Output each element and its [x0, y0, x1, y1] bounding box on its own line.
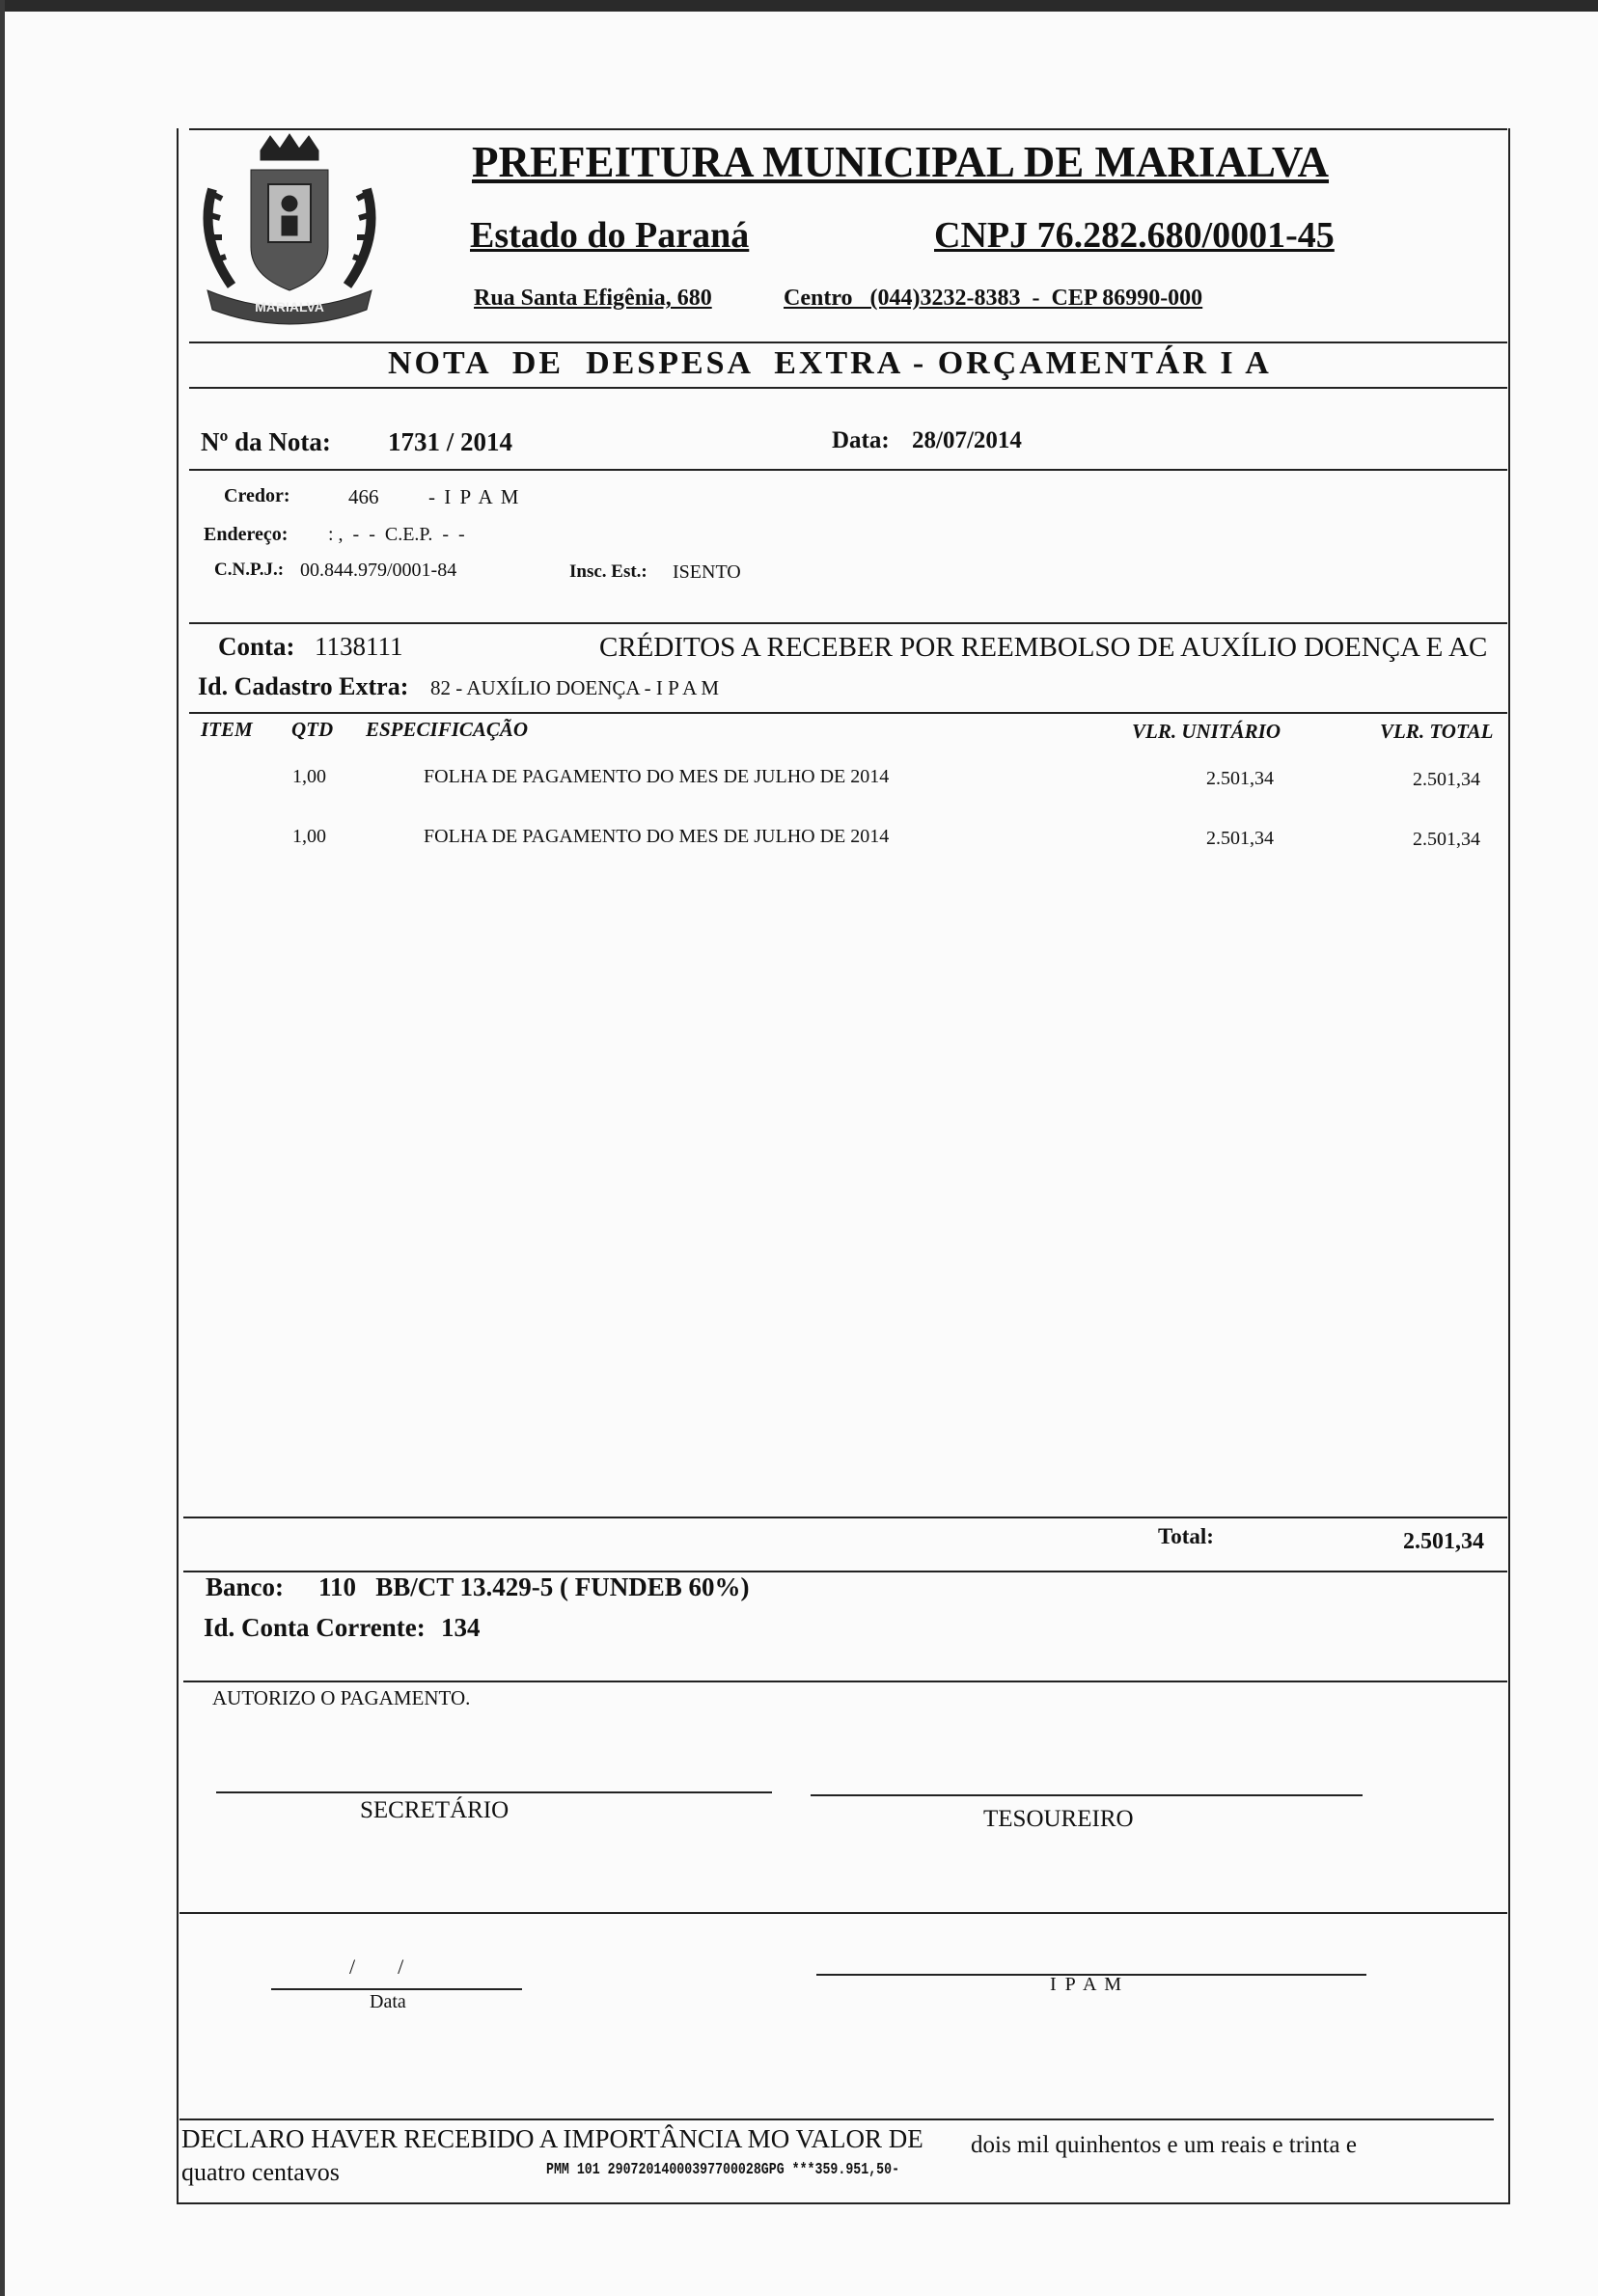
credor-code: 466: [348, 485, 379, 508]
divider: [189, 469, 1507, 471]
cadastro-value: 82 - AUXÍLIO DOENÇA - I P A M: [430, 676, 720, 699]
endereco-value: : , - - C.E.P. - -: [328, 524, 465, 545]
row-2-total: 2.501,34: [1413, 829, 1480, 850]
cnpj-value: 00.844.979/0001-84: [300, 560, 457, 581]
col-header-qtd: QTD: [291, 718, 334, 741]
divider: [183, 1681, 1507, 1682]
secretario-label: SECRETÁRIO: [360, 1797, 510, 1823]
nota-label: Nº da Nota:: [201, 427, 331, 456]
date-slashes: / /: [349, 1954, 404, 1979]
banco-label: Banco:: [206, 1572, 284, 1601]
amount-in-words: dois mil quinhentos e um reais e trinta e: [971, 2132, 1357, 2158]
address: Rua Santa Efigênia, 680: [474, 286, 712, 311]
divider: [179, 2118, 1494, 2120]
bank-authentication-stamp: PMM 101 29072014000397700028GPG ***359.951,50-: [546, 2161, 900, 2179]
row-1-spec: FOLHA DE PAGAMENTO DO MES DE JULHO DE 2014: [424, 766, 890, 787]
conta-corrente-value: 134: [441, 1613, 481, 1642]
row-1-total: 2.501,34: [1413, 769, 1480, 790]
col-header-total: VLR. TOTAL: [1380, 720, 1494, 743]
conta-description: CRÉDITOS A RECEBER POR REEMBOLSO DE AUXÍLIO DOENÇA E AC: [599, 632, 1488, 663]
tesoureiro-label: TESOUREIRO: [983, 1806, 1134, 1832]
cadastro-label: Id. Cadastro Extra:: [198, 672, 409, 700]
ipam-label: I P A M: [1050, 1974, 1124, 1995]
conta-value: 1138111: [315, 632, 403, 661]
nota-number: 1731 / 2014: [388, 427, 513, 456]
state-name: Estado do Paraná: [470, 215, 750, 256]
total-value: 2.501,34: [1403, 1529, 1484, 1554]
divider: [183, 1517, 1507, 1518]
declaro-line-2: quatro centavos: [181, 2158, 340, 2186]
credor-name: - I P A M: [428, 485, 521, 508]
col-header-item: ITEM: [201, 718, 253, 741]
date-value: 28/07/2014: [912, 427, 1022, 453]
svg-text:MARIALVA: MARIALVA: [255, 299, 324, 314]
divider: [189, 712, 1507, 714]
district-phone: Centro (044)3232-8383 - CEP 86990-000: [784, 286, 1203, 311]
page-title: PREFEITURA MUNICIPAL DE MARIALVA: [472, 138, 1330, 186]
credor-label: Credor:: [224, 485, 290, 506]
signature-line-secretario: [216, 1791, 772, 1793]
insc-label: Insc. Est.:: [569, 561, 647, 582]
data-label: Data: [370, 1991, 406, 2012]
row-2-unit: 2.501,34: [1206, 828, 1274, 849]
scan-left-edge: [0, 0, 5, 2296]
date-line: [271, 1988, 522, 1990]
signature-line-tesoureiro: [811, 1794, 1363, 1796]
conta-corrente-label: Id. Conta Corrente:: [204, 1613, 426, 1642]
cnpj-header: CNPJ 76.282.680/0001-45: [934, 215, 1335, 256]
divider: [189, 387, 1507, 389]
autorizo-text: AUTORIZO O PAGAMENTO.: [212, 1686, 471, 1709]
col-header-unit: VLR. UNITÁRIO: [1132, 720, 1281, 743]
conta-label: Conta:: [218, 632, 295, 661]
insc-value: ISENTO: [673, 561, 741, 583]
row-2-spec: FOLHA DE PAGAMENTO DO MES DE JULHO DE 2014: [424, 826, 890, 847]
divider: [179, 1912, 1507, 1914]
total-label: Total:: [1158, 1524, 1214, 1548]
row-2-qtd: 1,00: [292, 826, 326, 847]
date-label: Data:: [832, 427, 890, 453]
row-1-unit: 2.501,34: [1206, 768, 1274, 789]
divider: [189, 342, 1507, 343]
document-title: NOTA DE DESPESA EXTRA - ORÇAMENTÁR I A: [388, 345, 1272, 381]
cnpj-label: C.N.P.J.:: [214, 560, 285, 580]
divider: [189, 622, 1507, 624]
row-1-qtd: 1,00: [292, 766, 326, 787]
scan-top-edge: [0, 0, 1598, 12]
banco-value: 110 BB/CT 13.429-5 ( FUNDEB 60%): [318, 1572, 750, 1601]
frame-top-border: [189, 128, 1507, 130]
endereco-label: Endereço:: [204, 524, 289, 545]
col-header-spec: ESPECIFICAÇÃO: [366, 718, 529, 741]
coat-of-arms-icon: [193, 131, 386, 334]
declaro-line-1: DECLARO HAVER RECEBIDO A IMPORTÂNCIA MO VALOR DE: [181, 2124, 923, 2153]
